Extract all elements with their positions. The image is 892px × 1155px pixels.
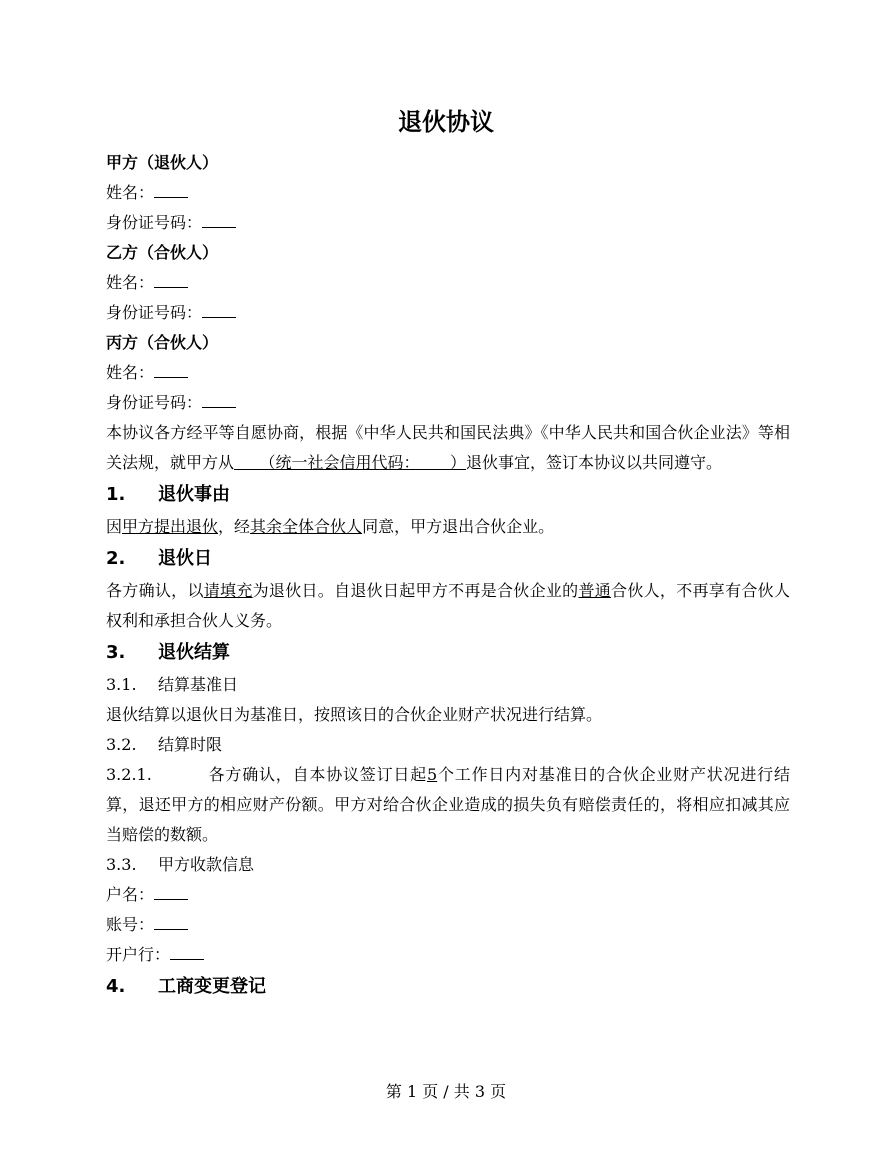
section-3-3-number: 3.3. bbox=[106, 855, 137, 874]
account-number-blank[interactable] bbox=[154, 915, 188, 930]
section-2-text: 为退伙日。自退伙日起甲方不再是合伙企业的 bbox=[252, 581, 579, 600]
intro-text-2: 退伙事宜，签订本协议以共同遵守。 bbox=[466, 453, 723, 472]
party-b-heading: 乙方（合伙人） bbox=[106, 243, 219, 262]
party-c-id-label: 身份证号码： bbox=[106, 393, 203, 412]
section-3-1-text: 退伙结算以退伙日为基准日，按照该日的合伙企业财产状况进行结算。 bbox=[106, 705, 603, 724]
section-3-title: 退伙结算 bbox=[158, 642, 230, 663]
section-2-text: 各方确认，以 bbox=[106, 581, 204, 600]
section-3-2-1-paragraph bbox=[106, 760, 790, 850]
party-b-id-line bbox=[106, 298, 790, 328]
section-1-text: 因 bbox=[106, 517, 123, 536]
bank-line bbox=[106, 940, 790, 970]
account-name-blank[interactable] bbox=[154, 885, 188, 900]
section-3-2-title: 结算时限 bbox=[158, 735, 223, 754]
bank-blank[interactable] bbox=[170, 945, 204, 960]
section-2-number: 2. bbox=[106, 548, 126, 569]
party-b-name-line bbox=[106, 268, 790, 298]
bank-label: 开户行： bbox=[106, 945, 171, 964]
section-3-2-1-text: 个工作日内对基准日的合伙企业财产状况进行结算，退还甲方的相应财产份额。甲方对给合伙企业造成的损失负有赔偿责任的，将相应扣减其应当赔偿的数额。 bbox=[106, 765, 790, 844]
account-name-label: 户名： bbox=[106, 885, 155, 904]
party-a-name-label: 姓名： bbox=[106, 183, 155, 202]
section-1-title: 退伙事由 bbox=[158, 484, 230, 505]
party-c-name-blank[interactable] bbox=[154, 363, 188, 378]
section-2-text: 合伙人，不再享有合伙人权利和承担合伙人义务。 bbox=[106, 581, 790, 630]
page-footer: 第 1 页 / 共 3 页 bbox=[385, 1082, 507, 1101]
document-body bbox=[106, 148, 790, 1004]
intro-text-1: 本协议各方经平等自愿协商，根据《中华人民共和国民法典》《中华人民共和国合伙企业法》等相关法规，就甲方从 bbox=[106, 423, 790, 472]
settlement-days-field[interactable]: 5 bbox=[427, 765, 438, 784]
party-a-name-line bbox=[106, 178, 790, 208]
section-3-1-number: 3.1. bbox=[106, 675, 137, 694]
withdrawal-date-field[interactable]: 请填充 bbox=[203, 581, 253, 600]
partner-type: 普通 bbox=[578, 581, 612, 600]
section-3-1-title: 结算基准日 bbox=[158, 675, 239, 694]
intro-blank-1[interactable] bbox=[234, 453, 259, 472]
party-c-id-line bbox=[106, 388, 790, 418]
section-3-3-heading bbox=[106, 850, 790, 880]
party-b-name-label: 姓名： bbox=[106, 273, 155, 292]
party-c-id-blank[interactable] bbox=[202, 393, 236, 408]
party-b-name-blank[interactable] bbox=[154, 273, 188, 288]
section-3-2-heading bbox=[106, 730, 790, 760]
section-1-number: 1. bbox=[106, 484, 126, 505]
section-4-heading bbox=[106, 970, 790, 1004]
account-number-label: 账号： bbox=[106, 915, 155, 934]
intro-blank-2[interactable] bbox=[419, 453, 450, 472]
party-a-name-blank[interactable] bbox=[154, 183, 188, 198]
party-b-id-blank[interactable] bbox=[202, 303, 236, 318]
section-2-heading bbox=[106, 542, 790, 576]
section-3-2-1-number: 3.2.1. bbox=[106, 765, 152, 784]
party-c-name-line bbox=[106, 358, 790, 388]
document-title: 退伙协议 bbox=[398, 108, 494, 136]
section-3-2-number: 3.2. bbox=[106, 735, 137, 754]
party-c-name-label: 姓名： bbox=[106, 363, 155, 382]
section-1-text: ，经 bbox=[218, 517, 251, 536]
account-number-line bbox=[106, 910, 790, 940]
section-4-number: 4. bbox=[106, 976, 126, 997]
party-b-id-label: 身份证号码： bbox=[106, 303, 203, 322]
section-3-heading bbox=[106, 636, 790, 670]
section-3-3-title: 甲方收款信息 bbox=[158, 855, 255, 874]
section-3-2-1-text: 各方确认，自本协议签订日起 bbox=[207, 765, 427, 784]
party-a-id-line bbox=[106, 208, 790, 238]
section-2-paragraph bbox=[106, 576, 790, 636]
intro-paragraph bbox=[106, 418, 790, 478]
section-1-paragraph bbox=[106, 512, 790, 542]
section-2-title: 退伙日 bbox=[158, 548, 212, 569]
party-a-heading: 甲方（退伙人） bbox=[106, 153, 219, 172]
section-1-text: 同意，甲方退出合伙企业。 bbox=[362, 517, 555, 536]
party-c-heading: 丙方（合伙人） bbox=[106, 333, 219, 352]
account-name-line bbox=[106, 880, 790, 910]
party-a-id-blank[interactable] bbox=[202, 213, 236, 228]
party-a-id-label: 身份证号码： bbox=[106, 213, 203, 232]
section-1-consenters: 其余全体合伙人 bbox=[250, 517, 363, 536]
section-1-reason: 甲方提出退伙 bbox=[122, 517, 219, 536]
section-4-title: 工商变更登记 bbox=[158, 976, 266, 997]
intro-credit-close: ） bbox=[449, 453, 466, 472]
section-1-heading bbox=[106, 478, 790, 512]
section-3-number: 3. bbox=[106, 642, 126, 663]
intro-credit-label: （统一社会信用代码： bbox=[259, 453, 420, 472]
section-3-1-heading bbox=[106, 670, 790, 700]
